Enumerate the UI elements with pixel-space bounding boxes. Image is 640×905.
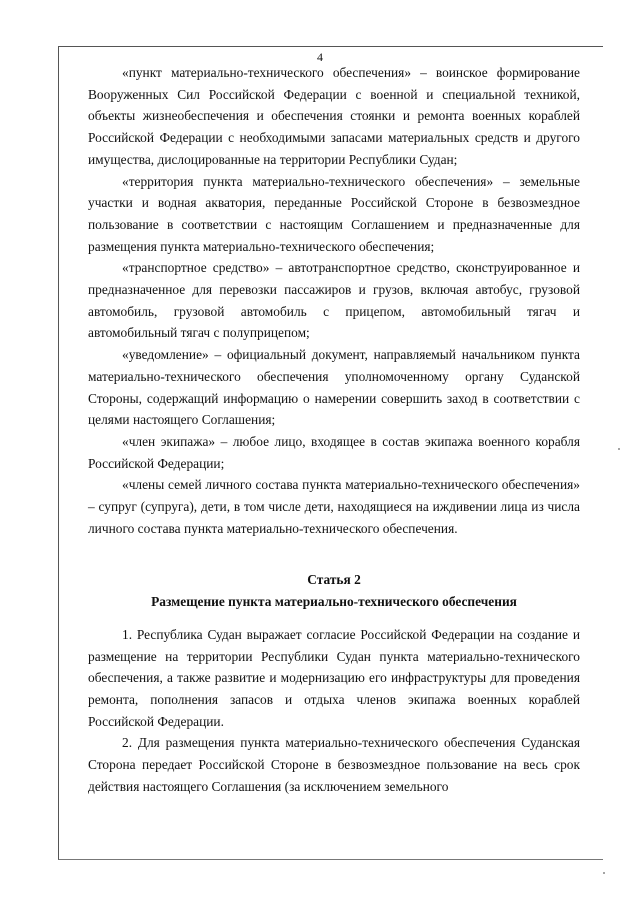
document-body bbox=[88, 62, 580, 798]
section-spacer bbox=[88, 539, 580, 569]
scan-speck bbox=[603, 872, 605, 874]
article-number: Статья 2 bbox=[307, 572, 361, 588]
article-title: Размещение пункта материально-технического обеспечения bbox=[151, 594, 517, 610]
definition-paragraph: «члены семей личного состава пункта материально-технического обеспечения» – супруг (супруга), дети, в том числе дети, находящиеся на иждивении лица из числа личного состава пункта материально-технического обеспечения. bbox=[88, 477, 580, 536]
article-paragraph: 2. Для размещения пункта материально-технического обеспечения Суданская Сторона передает Российской Стороне в безвозмездное пользование на весь срок действия настоящего Соглашения (за исключением земельного bbox=[88, 735, 580, 794]
scan-speck bbox=[618, 448, 620, 450]
page-number: 4 bbox=[317, 50, 323, 64]
heading-spacer bbox=[88, 613, 580, 624]
definition-paragraph: «территория пункта материально-технического обеспечения» – земельные участки и водная акватория, переданные Российской Стороне в безвозмездное пользование в соответствии с настоящим Соглашением и предназначенные для размещения пункта материально-технического обеспечения; bbox=[88, 173, 580, 254]
definition-paragraph: «транспортное средство» – автотранспортное средство, сконструированное и предназначенное для перевозки пассажиров и грузов, включая автобус, грузовой автомобиль, грузовой автомобиль с прицепом, автомобильный тягач и автомобильный тягач с полуприцепом; bbox=[88, 260, 580, 341]
definition-paragraph: «пункт материально-технического обеспечения» – воинское формирование Вооруженных Сил Российской Федерации с военной и специальной техникой, объекты жизнеобеспечения и обеспечения стоянки и ремонта военных кораблей Российской Федерации с необходимыми запасами материальных средств и другого имущества, дислоцированные на территории Республики Судан; bbox=[88, 65, 580, 167]
definition-paragraph: «уведомление» – официальный документ, направляемый начальником пункта материально-технического обеспечения уполномоченному органу Суданской Стороны, содержащий информацию о намерении совершить заход в соответствии с целями настоящего Соглашения; bbox=[88, 347, 580, 428]
article-paragraph: 1. Республика Судан выражает согласие Российской Федерации на создание и размещение на территории Республики Судан пункта материально-технического обеспечения, а также развитие и модернизацию его инфраструктуры для проведения ремонта, пополнения запасов и отдыха членов экипажа военных кораблей Российской Федерации. bbox=[88, 626, 580, 729]
definition-paragraph: «член экипажа» – любое лицо, входящее в состав экипажа военного корабля Российской Федерации; bbox=[88, 433, 580, 471]
